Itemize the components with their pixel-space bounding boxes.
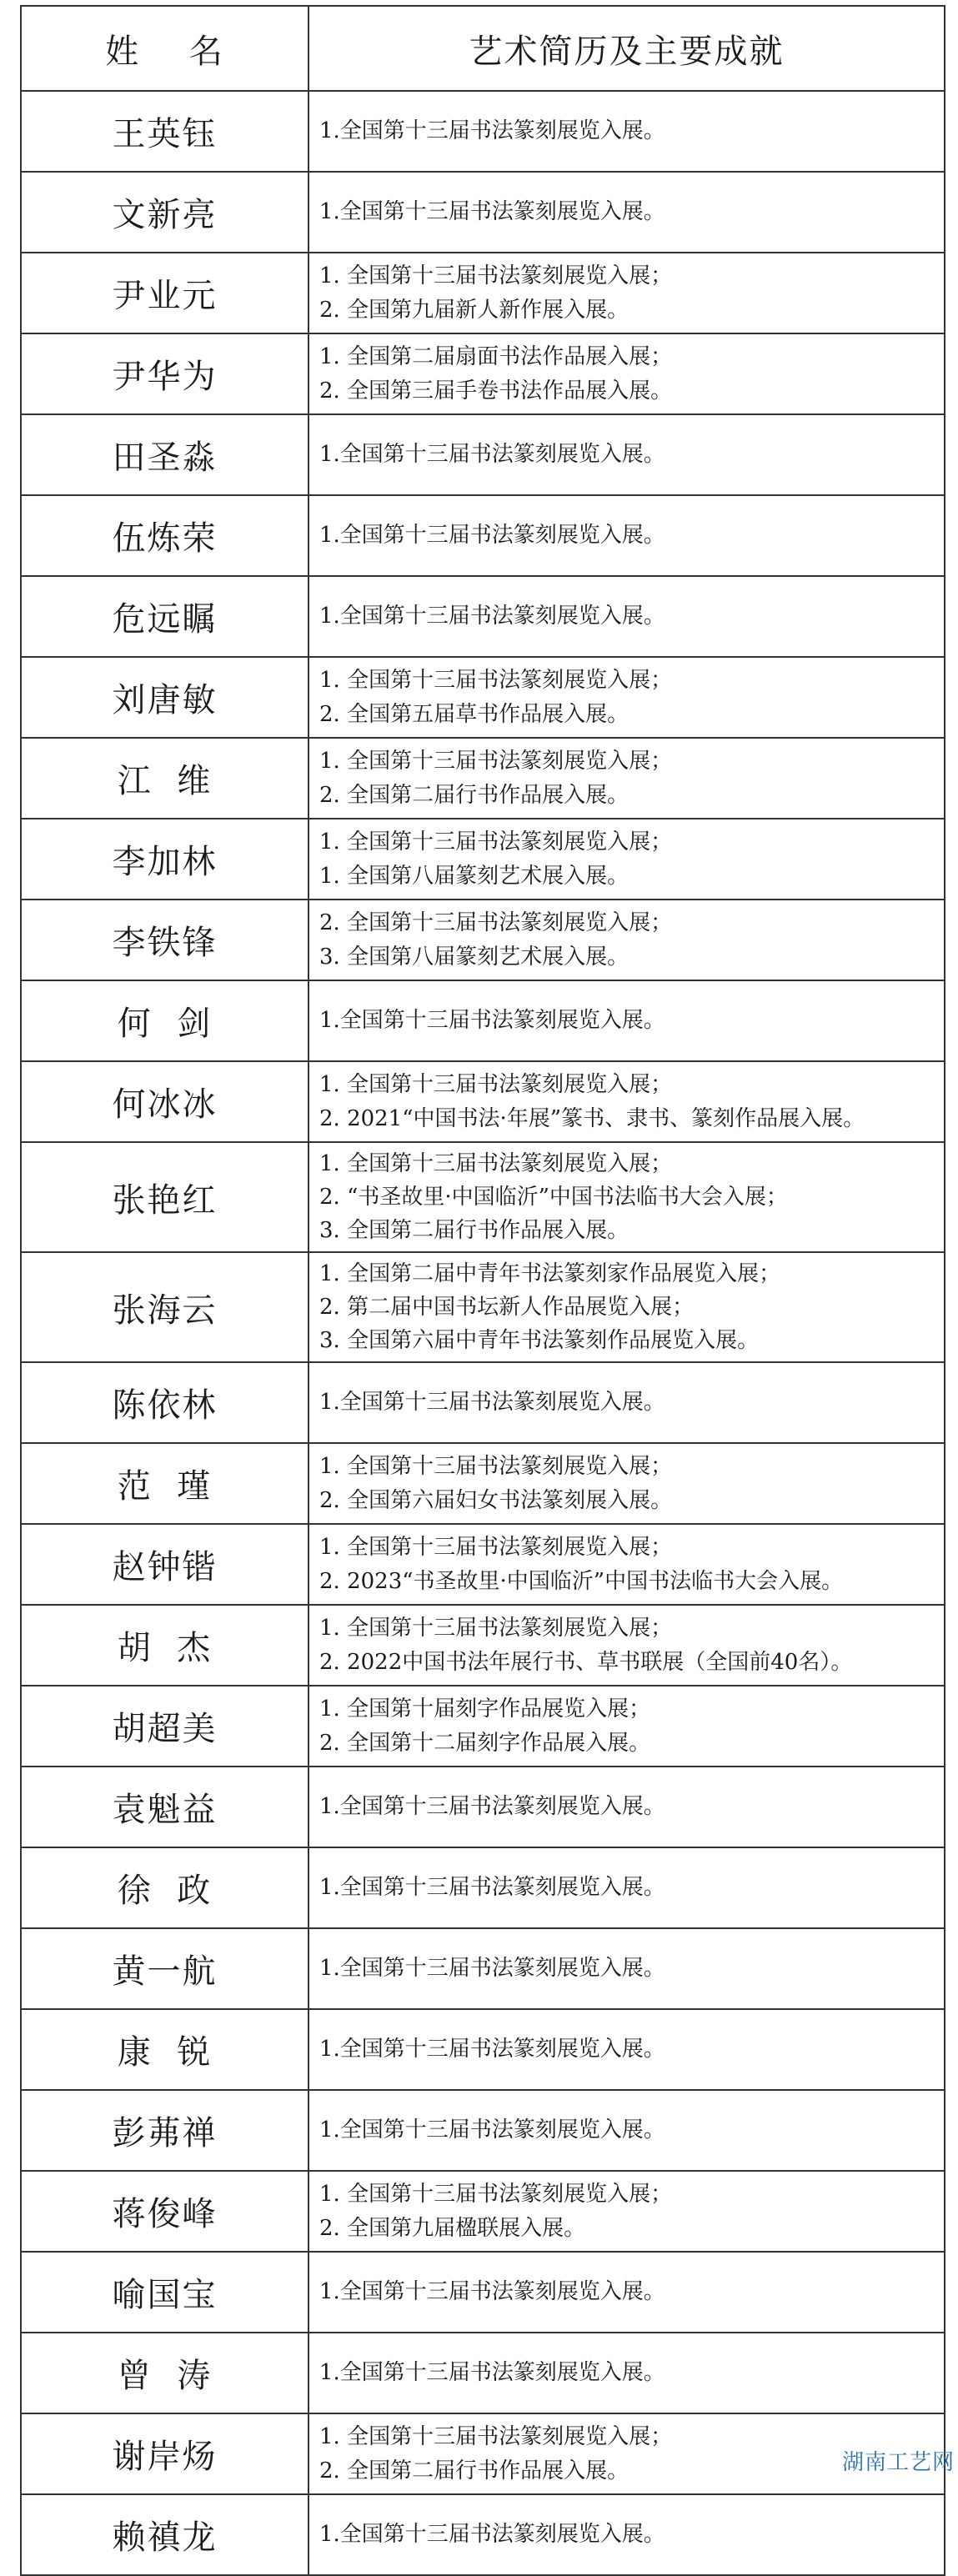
- table-row: [21, 2413, 945, 2494]
- person-name: 陈依林: [21, 1362, 308, 1443]
- achievement-cell: [308, 2171, 945, 2252]
- table-row: [21, 657, 945, 738]
- achievement-line: 1. 全国第十三届书法篆刻展览入展；: [319, 829, 673, 854]
- person-name: 危远瞩: [21, 576, 308, 657]
- person-name: 喻国宝: [21, 2252, 308, 2333]
- achievement-cell: [308, 172, 945, 253]
- achievement-line: 1.全国第十三届书法篆刻展览入展。: [319, 118, 665, 143]
- person-name: 刘唐敏: [21, 657, 308, 738]
- table-row: [21, 333, 945, 414]
- table-row: [21, 2090, 945, 2171]
- achievement-cell: [308, 253, 945, 333]
- table-row: [21, 414, 945, 495]
- achievement-line: 1. 全国第八届篆刻艺术展入展。: [319, 863, 629, 889]
- achievement-line: 1.全国第十三届书法篆刻展览入展。: [319, 442, 665, 467]
- achievement-line: 2. 2022中国书法年展行书、草书联展（全国前40名）。: [319, 1649, 853, 1675]
- achievement-line: 1. 全国第十三届书法篆刻展览入展；: [319, 1615, 673, 1641]
- table-row: [21, 576, 945, 657]
- table-row: [21, 900, 945, 980]
- table-row: [21, 1605, 945, 1686]
- person-name: 赵钟锴: [21, 1524, 308, 1605]
- table-row: [21, 495, 945, 576]
- table-row: [21, 2494, 945, 2575]
- table-row: [21, 1524, 945, 1605]
- header-name: 姓 名: [21, 6, 308, 91]
- table-row: [21, 2333, 945, 2413]
- achievement-cell: [308, 414, 945, 495]
- person-name: 江 维: [21, 738, 308, 819]
- person-name: 胡 杰: [21, 1605, 308, 1686]
- person-name: 伍炼荣: [21, 495, 308, 576]
- achievement-line: 1. 全国第十三届书法篆刻展览入展；: [319, 263, 673, 288]
- achievement-line: 2. 全国第六届妇女书法篆刻展入展。: [319, 1487, 673, 1513]
- achievement-cell: [308, 2333, 945, 2413]
- achievement-cell: [308, 495, 945, 576]
- person-name: 范 瑾: [21, 1443, 308, 1524]
- table-row: [21, 1362, 945, 1443]
- watermark-logo: 湖南工艺网: [841, 2450, 955, 2475]
- achievement-line: 1.全国第十三届书法篆刻展览入展。: [319, 1794, 665, 1819]
- achievement-line: 2. 2021“中国书法·年展”篆书、隶书、篆刻作品展入展。: [319, 1105, 865, 1131]
- person-name: 赖禛龙: [21, 2494, 308, 2575]
- table-row: [21, 172, 945, 253]
- person-name: 李加林: [21, 819, 308, 900]
- achievement-cell: [308, 1847, 945, 1928]
- achievement-cell: [308, 900, 945, 980]
- achievement-line: 1. 全国第十三届书法篆刻展览入展；: [319, 748, 673, 774]
- header-achievements: 艺术简历及主要成就: [308, 6, 945, 91]
- achievement-cell: [308, 1928, 945, 2009]
- person-name: 文新亮: [21, 172, 308, 253]
- person-name: 张艳红: [21, 1142, 308, 1252]
- achievement-cell: [308, 333, 945, 414]
- table-row: [21, 91, 945, 172]
- achievement-line: 1. 全国第十届刻字作品展览入展；: [319, 1696, 651, 1722]
- person-name: 康 锐: [21, 2009, 308, 2090]
- achievement-line: 1.全国第十三届书法篆刻展览入展。: [319, 1008, 665, 1033]
- table-row: [21, 2252, 945, 2333]
- person-name: 尹业元: [21, 253, 308, 333]
- achievement-cell: [308, 2009, 945, 2090]
- achievement-cell: [308, 1142, 945, 1252]
- achievement-cell: [308, 1061, 945, 1142]
- achievement-line: 2. 全国第二届行书作品展入展。: [319, 782, 629, 808]
- table-row: [21, 2009, 945, 2090]
- achievement-line: 1. 全国第十三届书法篆刻展览入展；: [319, 1071, 673, 1097]
- achievement-cell: [308, 1686, 945, 1767]
- person-name: 曾 涛: [21, 2333, 308, 2413]
- achievement-line: 1.全国第十三届书法篆刻展览入展。: [319, 2037, 665, 2062]
- achievement-line: 1. 全国第十三届书法篆刻展览入展；: [319, 2181, 673, 2207]
- person-name: 袁魁益: [21, 1767, 308, 1847]
- achievement-line: 2. 2023“书圣故里·中国临沂”中国书法临书大会入展。: [319, 1568, 844, 1594]
- achievement-cell: [308, 738, 945, 819]
- achievement-cell: [308, 657, 945, 738]
- achievement-line: 2. “书圣故里·中国临沂”中国书法临书大会入展；: [319, 1185, 788, 1210]
- achievement-line: 2. 全国第九届楹联展入展。: [319, 2215, 586, 2241]
- achievement-cell: [308, 1524, 945, 1605]
- achievement-line: 2. 全国第十三届书法篆刻展览入展；: [319, 910, 673, 935]
- achievement-line: 1.全国第十三届书法篆刻展览入展。: [319, 604, 665, 629]
- table-row: [21, 980, 945, 1061]
- achievement-line: 1.全国第十三届书法篆刻展览入展。: [319, 1390, 665, 1415]
- achievement-line: 1.全国第十三届书法篆刻展览入展。: [319, 2522, 665, 2547]
- achievement-line: 1. 全国第二届扇面书法作品展入展；: [319, 343, 673, 369]
- table-row: [21, 738, 945, 819]
- achievement-line: 1. 全国第二届中青年书法篆刻家作品展览入展；: [319, 1261, 781, 1286]
- table-row: [21, 1252, 945, 1362]
- table-row: [21, 819, 945, 900]
- achievement-line: 1.全国第十三届书法篆刻展览入展。: [319, 1956, 665, 1981]
- achievement-line: 1. 全国第十三届书法篆刻展览入展；: [319, 2423, 673, 2449]
- table-row: [21, 253, 945, 333]
- achievement-line: 1.全国第十三届书法篆刻展览入展。: [319, 2360, 665, 2385]
- table-row: [21, 1686, 945, 1767]
- achievement-line: 1.全国第十三届书法篆刻展览入展。: [319, 199, 665, 224]
- achievement-cell: [308, 1605, 945, 1686]
- achievement-cell: [308, 980, 945, 1061]
- table-row: [21, 1847, 945, 1928]
- achievement-line: 2. 全国第五届草书作品展入展。: [319, 701, 629, 727]
- achievement-line: 2. 全国第九届新人新作展入展。: [319, 297, 629, 323]
- person-name: 黄一航: [21, 1928, 308, 2009]
- person-name: 徐 政: [21, 1847, 308, 1928]
- achievements-sheet: [20, 5, 944, 2576]
- achievement-line: 1. 全国第十三届书法篆刻展览入展；: [319, 667, 673, 693]
- person-name: 彭茀禅: [21, 2090, 308, 2171]
- achievement-line: 1.全国第十三届书法篆刻展览入展。: [319, 2117, 665, 2142]
- person-name: 蒋俊峰: [21, 2171, 308, 2252]
- achievement-line: 1. 全国第十三届书法篆刻展览入展；: [319, 1151, 673, 1176]
- achievement-line: 3. 全国第二届行书作品展入展。: [319, 1218, 629, 1243]
- achievement-line: 2. 第二届中国书坛新人作品展览入展；: [319, 1295, 695, 1320]
- person-name: 尹华为: [21, 333, 308, 414]
- achievement-cell: [308, 1362, 945, 1443]
- table-row: [21, 1142, 945, 1252]
- achievement-line: 2. 全国第二届行书作品展入展。: [319, 2458, 629, 2483]
- achievement-cell: [308, 576, 945, 657]
- achievement-line: 2. 全国第三届手卷书法作品展入展。: [319, 378, 673, 403]
- person-name: 王英钰: [21, 91, 308, 172]
- person-name: 何 剑: [21, 980, 308, 1061]
- table-row: [21, 1767, 945, 1847]
- person-name: 田圣淼: [21, 414, 308, 495]
- achievement-line: 1.全国第十三届书法篆刻展览入展。: [319, 2279, 665, 2304]
- achievement-line: 3. 全国第六届中青年书法篆刻作品展览入展。: [319, 1328, 760, 1353]
- achievements-table: [20, 5, 945, 2576]
- table-body: [21, 91, 945, 2575]
- table-row: [21, 1061, 945, 1142]
- achievement-cell: [308, 1767, 945, 1847]
- person-name: 谢岸炀: [21, 2413, 308, 2494]
- achievement-line: 2. 全国第十二届刻字作品展入展。: [319, 1730, 651, 1756]
- achievement-cell: [308, 2252, 945, 2333]
- table-header-row: [21, 6, 945, 91]
- achievement-cell: [308, 1252, 945, 1362]
- table-row: [21, 1928, 945, 2009]
- person-name: 张海云: [21, 1252, 308, 1362]
- achievement-line: 3. 全国第八届篆刻艺术展入展。: [319, 944, 629, 970]
- achievement-line: 1. 全国第十三届书法篆刻展览入展；: [319, 1534, 673, 1560]
- achievement-cell: [308, 2494, 945, 2575]
- achievement-line: 1.全国第十三届书法篆刻展览入展。: [319, 1875, 665, 1900]
- achievement-line: 1. 全国第十三届书法篆刻展览入展；: [319, 1453, 673, 1479]
- person-name: 胡超美: [21, 1686, 308, 1767]
- achievement-cell: [308, 2090, 945, 2171]
- person-name: 何冰冰: [21, 1061, 308, 1142]
- person-name: 李铁锋: [21, 900, 308, 980]
- achievement-cell: [308, 819, 945, 900]
- table-row: [21, 2171, 945, 2252]
- achievement-line: 1.全国第十三届书法篆刻展览入展。: [319, 523, 665, 548]
- table-row: [21, 1443, 945, 1524]
- achievement-cell: [308, 91, 945, 172]
- achievement-cell: [308, 1443, 945, 1524]
